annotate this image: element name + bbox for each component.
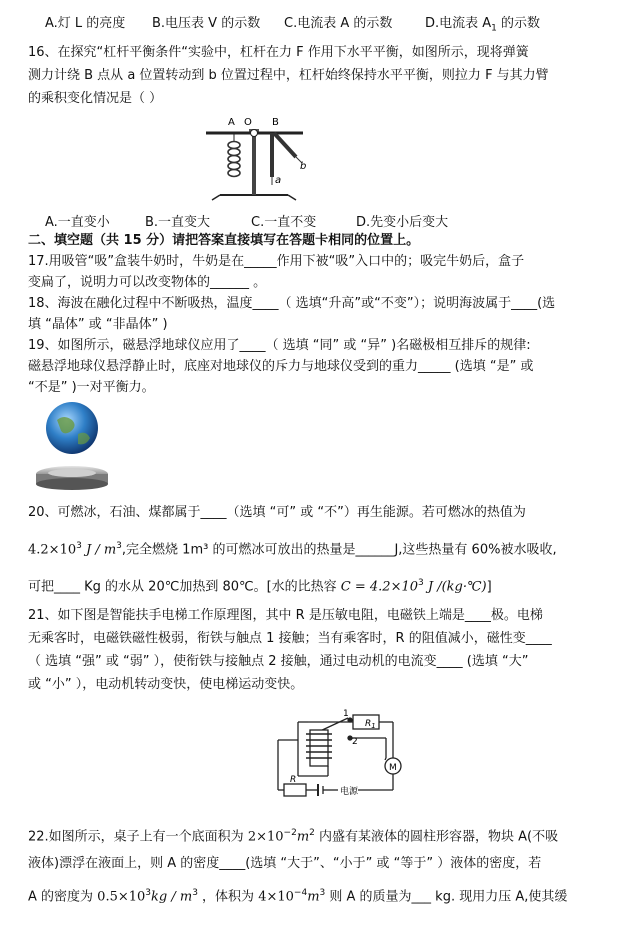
q22-line-1: 22.如图所示，桌子上有一个底面积为 $2\times 10^{-2}m^2$ 内盛有某液体的圆柱形容器，物块 A(不吸	[28, 828, 559, 845]
q16-option-a: A.一直变小	[45, 215, 110, 230]
q21-line-3: （ 选填 “强” 或 “弱” ），使衔铁与接触点 2 接触，通过电动机的电流变____ (选填 “大”	[28, 654, 529, 669]
q18-line-1: 18、海波在融化过程中不断吸热，温度____（ 选填“升高”或“不变”）；说明海波属于____(选	[28, 296, 556, 311]
q19-line-3: “不是” )一对平衡力。	[28, 380, 155, 395]
label-R: R	[290, 775, 297, 785]
q18-line-2: 填 “晶体” 或 “非晶体” )	[28, 317, 168, 332]
elevator-circuit-figure	[268, 700, 408, 800]
q21-line-1: 21、如下图是智能扶手电梯工作原理图，其中 R 是压敏电阻，电磁铁上端是____极。电梯	[28, 608, 543, 623]
contact-1-label: 1	[343, 709, 349, 719]
q21-line-2: 无乘客时，电磁铁磁性极弱，衔铁与触点 1 接触；当有乘客时，R 的阻值减小，磁性变____	[28, 631, 552, 646]
q21-line-4: 或 “小” ），电动机转动变快，使电梯运动变快。	[28, 677, 304, 692]
q22-line-3: A 的密度为 $0.5\times 10^3kg / m^3$ ，体积为 $4\times 10^{-4}m^3$ 则 A 的质量为___ kg. 现用力压 A,使其缓	[28, 888, 568, 905]
section-2-heading: 二、填空题（共 15 分）请把答案直接填写在答题卡相同的位置上。	[28, 233, 420, 248]
q16-option-d: D.先变小后变大	[356, 215, 449, 230]
q16-line-1: 16、在探究“杠杆平衡条件“实验中，杠杆在力 F 作用下水平平衡，如图所示，现将弹簧	[28, 45, 529, 60]
maglev-globe-figure	[32, 400, 112, 495]
q15-option-d: D.电流表 $A_1$ 的示数	[425, 16, 541, 34]
label-R1: $R_1$	[365, 719, 376, 730]
q20-line-1: 20、可燃冰，石油、煤都属于____（选填 “可” 或 “不”）再生能源。若可燃冰的热值为	[28, 505, 526, 520]
q22-line-2: 液体)漂浮在液面上，则 A 的密度____(选填 “大于”、“小于” 或 “等于” ）液体的密度，若	[28, 856, 542, 871]
lever-figure	[198, 115, 310, 201]
label-O: O	[244, 117, 252, 128]
label-b: b	[300, 161, 307, 172]
motor-label: M	[389, 763, 397, 773]
q20-line-3: 可把____ Kg 的水从 20℃加热到 80℃。[水的比热容 $C = 4.2\times 10^3$ J /(kg·℃)]	[28, 578, 492, 595]
label-A: A	[228, 117, 235, 128]
q15-option-c: C.电流表 A 的示数	[284, 16, 393, 31]
contact-2-label: 2	[352, 737, 358, 747]
q17-line-2: 变扁了，说明力可以改变物体的______ 。	[28, 275, 267, 290]
label-B: B	[272, 117, 279, 128]
power-source-label: 电源	[340, 787, 359, 797]
q19-line-2: 磁悬浮地球仪悬浮静止时，底座对地球仪的斥力与地球仪受到的重力_____ (选填 “是” 或	[28, 359, 534, 374]
q19-line-1: 19、如图所示，磁悬浮地球仪应用了____（ 选填 “同” 或 “异” )名磁极相互排斥的规律:	[28, 338, 531, 353]
q15-option-b: B.电压表 V 的示数	[152, 16, 261, 31]
label-a: a	[275, 175, 282, 186]
q20-line-2: $4.2\times 10^3$ J / $m^3$,完全燃烧 1m³ 的可燃冰可放出的热量是______J,这些热量有 60%被水吸收,	[28, 541, 557, 558]
q16-option-c: C.一直不变	[251, 215, 317, 230]
q17-line-1: 17.用吸管“吸”盒装牛奶时，牛奶是在_____作用下被“吸”入口中的；吸完牛奶后，盒子	[28, 254, 525, 269]
q16-line-2: 测力计绕 B 点从 a 位置转动到 b 位置过程中，杠杆始终保持水平平衡，则拉力 F 与其力臂	[28, 68, 549, 83]
q15-option-a: A.灯 L 的亮度	[45, 16, 126, 31]
q16-option-b: B.一直变大	[145, 215, 211, 230]
q16-line-3: 的乘积变化情况是（ ）	[28, 91, 163, 106]
